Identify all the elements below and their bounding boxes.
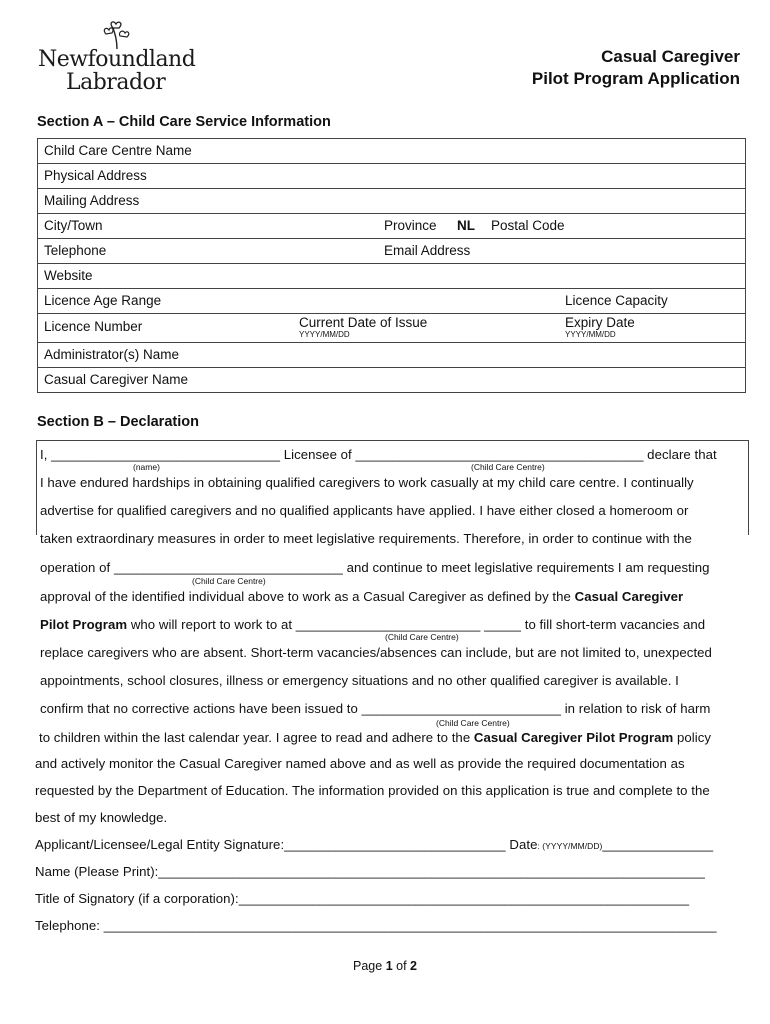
signature-line[interactable] (35, 837, 713, 852)
declaration-line-7[interactable] (40, 617, 705, 632)
page-total: 2 (410, 959, 417, 973)
signature-date-format: : (YYYY/MM/DD) (537, 841, 603, 851)
service-info-table (37, 138, 746, 393)
title-line1: Casual Caregiver (601, 47, 740, 66)
declaration-line-1[interactable]: I, _______________________________ Licensee of _______________________________________ declare that (40, 447, 717, 462)
physical-address-field[interactable] (38, 164, 746, 189)
centre-name-label: Child Care Centre Name (44, 143, 192, 158)
caregiver-name-label: Casual Caregiver Name (44, 372, 189, 387)
mailing-address-field[interactable] (38, 189, 746, 214)
declaration-line-13: requested by the Department of Education. The information provided on this application is true and complete to the (35, 783, 710, 798)
email-label: Email Address (384, 243, 471, 258)
title-line2: Pilot Program Application (531, 69, 740, 88)
pitcher-plant-icon (100, 20, 134, 50)
line11-text: to children within the last calendar year. I agree to read and adhere to the (39, 730, 474, 745)
expiry-date-format: YYYY/MM/DD (565, 330, 616, 339)
expiry-date-label: Expiry Date (565, 315, 635, 330)
physical-address-label: Physical Address (44, 168, 147, 183)
signature-date-blank: _______________ (602, 837, 714, 852)
program-name-bold-1: Casual Caregiver (574, 589, 684, 604)
declaration-line-4: taken extraordinary measures in order to meet legislative requirements. Therefore, in order to continue with the (40, 531, 692, 546)
province-label: Province (384, 218, 437, 233)
postal-code-label: Postal Code (491, 218, 565, 233)
line6-text: approval of the identified individual above to work as a Casual Caregiver as defined by the (40, 589, 575, 604)
administrator-label: Administrator(s) Name (44, 347, 180, 362)
declaration-line-9: appointments, school closures, illness or emergency situations and no other qualified caregiver is available. I (40, 673, 679, 688)
licence-number-label: Licence Number (44, 319, 143, 334)
telephone-label: Telephone (44, 243, 107, 258)
centre-name-field[interactable] (38, 139, 746, 164)
declaration-line-6 (40, 589, 683, 604)
caption-centre-4: (Child Care Centre) (436, 718, 510, 728)
declaration-line-2: I have endured hardships in obtaining qualified caregivers to work casually at my child care centre. I continually (40, 475, 694, 490)
page-current: 1 (385, 959, 393, 973)
telephone-line[interactable]: Telephone: ___________________________________________________________________________________ (35, 918, 717, 933)
city-town-label: City/Town (44, 218, 103, 233)
title-signatory-line[interactable]: Title of Signatory (if a corporation):_____________________________________________________________ (35, 891, 690, 906)
caption-centre-1: (Child Care Centre) (471, 462, 545, 472)
page-number (0, 959, 770, 973)
caption-centre-3: (Child Care Centre) (385, 632, 459, 642)
province-value: NL (457, 218, 475, 233)
issue-date-format: YYYY/MM/DD (299, 330, 350, 339)
caption-name: (name) (133, 462, 160, 472)
government-logo (38, 20, 196, 98)
program-name-bold-3: Casual Caregiver Pilot Program (473, 730, 674, 745)
line11-tail: policy (673, 730, 712, 745)
licence-dates-row[interactable] (38, 314, 746, 343)
line7-text: who will report to work to at _________________________ _____ to fill short-term vacancies and (127, 617, 706, 632)
website-field[interactable] (38, 264, 746, 289)
caption-centre-2: (Child Care Centre) (192, 576, 266, 586)
declaration-line-5[interactable]: operation of _______________________________ and continue to meet legislative requirements I am requesting (40, 560, 710, 575)
city-province-row[interactable] (38, 214, 746, 239)
issue-date-label: Current Date of Issue (299, 315, 428, 330)
telephone-email-row[interactable] (38, 239, 746, 264)
administrator-field[interactable] (38, 343, 746, 368)
declaration-line-12: and actively monitor the Casual Caregiver named above and as well as provide the required documentation as (35, 756, 685, 771)
document-title (532, 46, 740, 90)
declaration-line-10[interactable]: confirm that no corrective actions have been issued to ___________________________ in relation to risk of harm (40, 701, 711, 716)
declaration-line-3: advertise for qualified caregivers and no qualified applicants have applied. I have either closed a homeroom or (40, 503, 689, 518)
age-capacity-row[interactable] (38, 289, 746, 314)
name-print-line[interactable]: Name (Please Print):__________________________________________________________________________ (35, 864, 705, 879)
caregiver-name-field[interactable] (38, 368, 746, 393)
program-name-bold-2: Pilot Program (40, 617, 128, 632)
page-label: Page (353, 959, 386, 973)
website-label: Website (44, 268, 93, 283)
mailing-address-label: Mailing Address (44, 193, 140, 208)
page-of: of (392, 959, 411, 973)
signature-label: Applicant/Licensee/Legal Entity Signature:______________________________ Date (35, 837, 538, 852)
capacity-label: Licence Capacity (565, 293, 668, 308)
logo-text-line2: Labrador (66, 70, 166, 95)
declaration-line-14: best of my knowledge. (35, 810, 168, 825)
declaration-line-8: replace caregivers who are absent. Short-term vacancies/absences can include, but are not limited to, unexpected (40, 645, 712, 660)
age-range-label: Licence Age Range (44, 293, 162, 308)
logo-text-line1: Newfoundland (38, 47, 196, 72)
section-a-heading: Section A – Child Care Service Information (37, 114, 331, 130)
section-b-heading: Section B – Declaration (37, 414, 199, 430)
declaration-line-11 (39, 730, 711, 745)
